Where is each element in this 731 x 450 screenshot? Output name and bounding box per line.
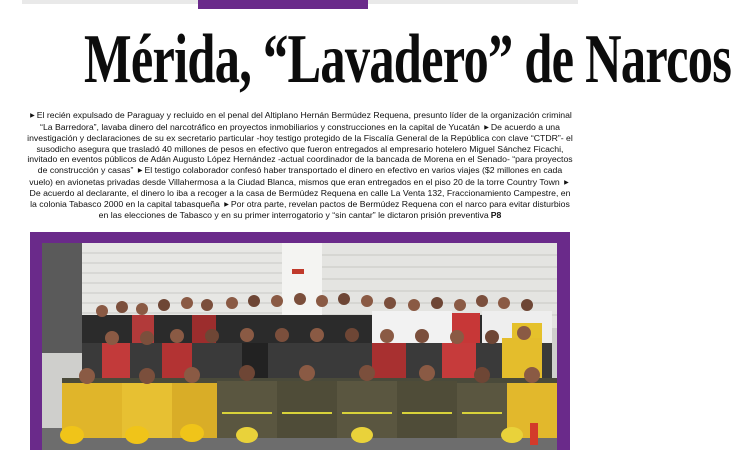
page-reference: P8: [490, 210, 502, 221]
bullet-icon: ▶: [137, 167, 143, 174]
bullet-icon: ▶: [564, 179, 569, 186]
lead-paragraph: [26, 110, 574, 221]
headline: Mérida, “Lavadero” de Narcos: [83, 21, 731, 98]
bullet-icon: ▶: [30, 113, 35, 119]
photo-left-wall: [42, 243, 82, 353]
lead-item-4-text: De acuerdo al declarante, el dinero lo iba a recoger a la casa de Bermúdez Requena en calle La Venta 132, Fraccionamiento Campestre, en la colonia Tabasco 2000 en la capital tabasqueña: [29, 188, 571, 209]
lead-item-5-text: Por otra parte, revelan pactos de Bermúdez Requena con el narco para evitar disturbios en las elecciones de Tabasco y en su primer interrogatorio y “sin cantar” le dictaron prisión preventiva: [98, 198, 570, 221]
bullet-icon: ▶: [224, 201, 229, 208]
group-photo-image: [42, 243, 557, 450]
photo-logo-mark: [292, 269, 304, 274]
lead-item-2-text: De acuerdo a una investigación y declaraciones de su ex secretario particular -hoy testigo protegido de la Fiscalía General de la República con clave “CTDR”- el susodicho asegura que trasladó 40 millones de pesos en efectivo que fueron entregados al empresario hotelero Miguel Sánchez Ficachi, invitado en eventos públicos de Adán Augusto López Hernández -actual coordinador de la bancada de Morena en el Senado- “para proyectos de construcción y casas”: [27, 121, 573, 175]
group-photo-illustration: [42, 243, 557, 450]
photo-column: [282, 243, 322, 323]
bullet-icon: ▶: [484, 124, 489, 131]
lead-item-3-text: El testigo colaborador confesó haber transportado el dinero en efectivo en varios viajes ($2 millones en cada vuelo) en avionetas privadas desde Villahermosa a la Ciudad Blanca, mismos que eran entregados en el piso 20 de la torre Country Town: [29, 164, 563, 187]
section-accent-bar: [198, 0, 368, 9]
lead-item-1-text: El recién expulsado de Paraguay y recluido en el penal del Altiplano Hernán Bermúdez Requena, presunto líder de la organización criminal “La Barredora”, lavaba dinero del narcotráfico en proyectos inmobiliarios y construcciones en la capital de Yucatán: [36, 110, 572, 132]
